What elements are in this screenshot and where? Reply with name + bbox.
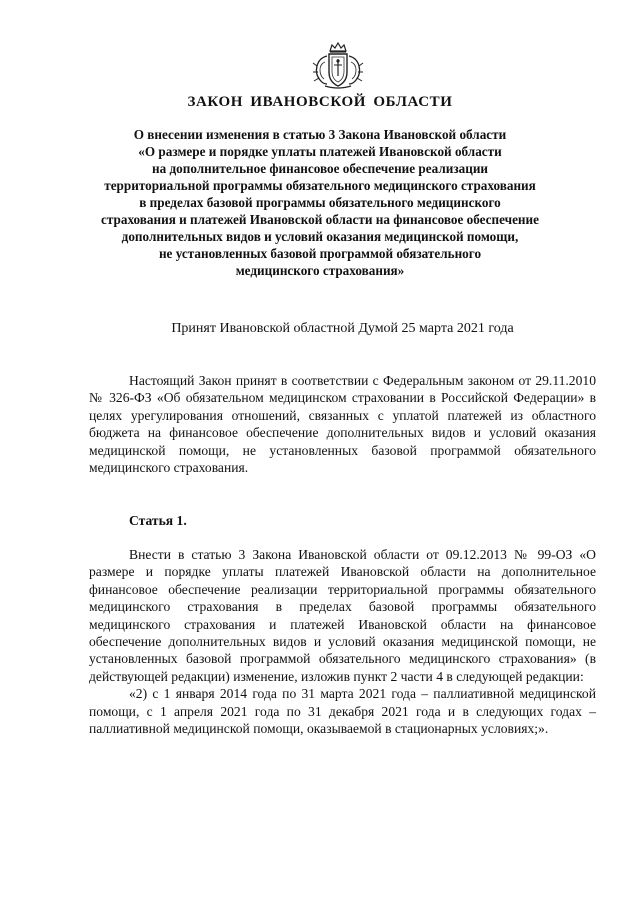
article-body [89, 546, 596, 737]
article-heading: Статья 1. [129, 513, 187, 528]
adoption-statement: Принят Ивановской областной Думой 25 марта 2021 года [171, 321, 514, 336]
subtitle-line: территориальной программы обязательного медицинского страхования [104, 178, 536, 193]
law-title: ЗАКОН ИВАНОВСКОЙ ОБЛАСТИ [187, 94, 453, 110]
intro-section [89, 372, 596, 476]
coat-of-arms-icon [311, 42, 365, 90]
law-subtitle [60, 126, 580, 279]
article-paragraph: «2) с 1 января 2014 года по 31 марта 2021 года – паллиативной медицинской помощи, с 1 апреля 2021 года по 31 декабря 2021 года и в следующих годах – паллиативной медицинской помощи, оказываемой в стационарных условиях;». [89, 686, 596, 737]
subtitle-line: дополнительных видов и условий оказания медицинской помощи, [121, 229, 519, 244]
subtitle-line: страхования и платежей Ивановской области на финансовое обеспечение [101, 212, 539, 227]
subtitle-line: не установленных базовой программой обязательного [158, 246, 482, 261]
subtitle-line: на дополнительное финансовое обеспечение реализации [151, 161, 489, 176]
subtitle-line: О внесении изменения в статью 3 Закона Ивановской области [133, 127, 507, 142]
subtitle-line: в пределах базовой программы обязательного медицинского [139, 195, 501, 210]
subtitle-line: «О размере и порядке уплаты платежей Ивановской области [138, 144, 502, 159]
subtitle-line: медицинского страхования» [235, 263, 405, 278]
article-paragraph: Внести в статью 3 Закона Ивановской области от 09.12.2013 № 99-ОЗ «О размере и порядке уплаты платежей Ивановской области на дополнительное финансовое обеспечение реализации территориальной программы обязательного медицинского страхования в пределах базовой программы обязательного медицинского страхования и платежей Ивановской области на финансовое обеспечение дополнительных видов и условий оказания медицинской помощи, не установленных базовой программой обязательного медицинского страхования» (в действующей редакции) изменение, изложив пункт 2 части 4 в следующей редакции: [89, 547, 596, 684]
intro-paragraph: Настоящий Закон принят в соответствии с Федеральным законом от 29.11.2010 № 326-ФЗ «Об обязательном медицинском страховании в Российской Федерации» в целях урегулирования отношений, связанных с уплатой платежей из областного бюджета на финансовое обеспечение дополнительных видов и условий оказания медицинской помощи, не установленных базовой программой обязательного медицинского страхования. [89, 373, 596, 476]
